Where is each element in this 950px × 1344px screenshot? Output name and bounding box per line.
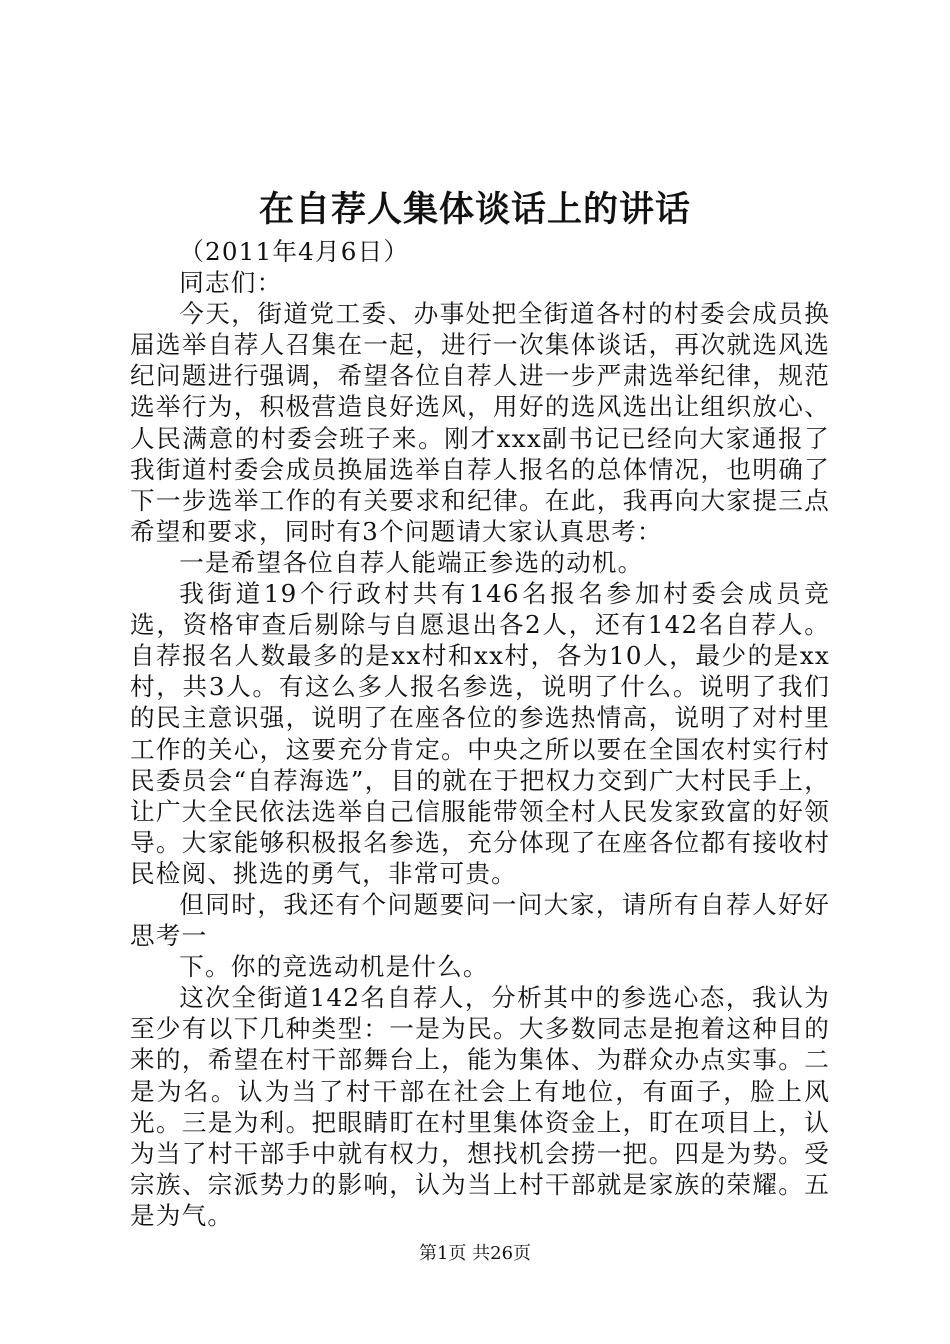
paragraph: 下。你的竞选动机是什么。 xyxy=(179,952,489,982)
paragraph: 一是希望各位自荐人能端正参选的动机。 xyxy=(179,547,644,577)
salutation: 同志们： xyxy=(179,268,283,298)
paragraph: 这次全街道142名自荐人，分析其中的参选心态，我认为至少有以下几种类型：一是为民。大多数同志是抱着这种目的来的，希望在村干部舞台上，能为集体、为群众办点实事。二是为名。认为当了村干部在社会上有地位，有面子，脸上风光。三是为利。把眼睛盯在村里集体资金上，盯在项目上，认为当了村干部手中就有权力，想找机会捞一把。四是为势。受宗族、宗派势力的影响，认为当上村干部就是家族的荣耀。五是为气。 xyxy=(130,983,830,1230)
date-line: （2011年4月6日） xyxy=(179,237,410,266)
paragraph: 今天，街道党工委、办事处把全街道各村的村委会成员换届选举自荐人召集在一起，进行一次集体谈话，再次就选风选纪问题进行强调，希望各位自荐人进一步严肃选举纪律，规范选举行为，积极营造良好选风，用好的选风选出让组织放心、人民满意的村委会班子来。刚才xxx副书记已经向大家通报了我街道村委会成员换届选举自荐人报名的总体情况，也明确了下一步选举工作的有关要求和纪律。在此，我再向大家提三点希望和要求，同时有3个问题请大家认真思考： xyxy=(130,299,830,546)
paragraph: 但同时，我还有个问题要问一问大家，请所有自荐人好好思考一 xyxy=(130,889,830,951)
document-title: 在自荐人集体谈话上的讲话 xyxy=(258,189,691,230)
document-body xyxy=(130,236,830,1231)
page-footer: 第1页 共26页 xyxy=(418,1243,532,1264)
paragraph: 我街道19个行政村共有146名报名参加村委会成员竞选，资格审查后剔除与自愿退出各2人，还有142名自荐人。自荐报名人数最多的是xx村和xx村，各为10人，最少的是xx村，共3人。有这么多人报名参选，说明了什么。说明了我们的民主意识强，说明了在座各位的参选热情高，说明了对村里工作的关心，这要充分肯定。中央之所以要在全国农村实行村民委员会“自荐海选”，目的就在于把权力交到广大村民手上，让广大全民依法选举自己信服能带领全村人民发家致富的好领导。大家能够积极报名参选，充分体现了在座各位都有接收村民检阅、挑选的勇气，非常可贵。 xyxy=(130,579,830,888)
